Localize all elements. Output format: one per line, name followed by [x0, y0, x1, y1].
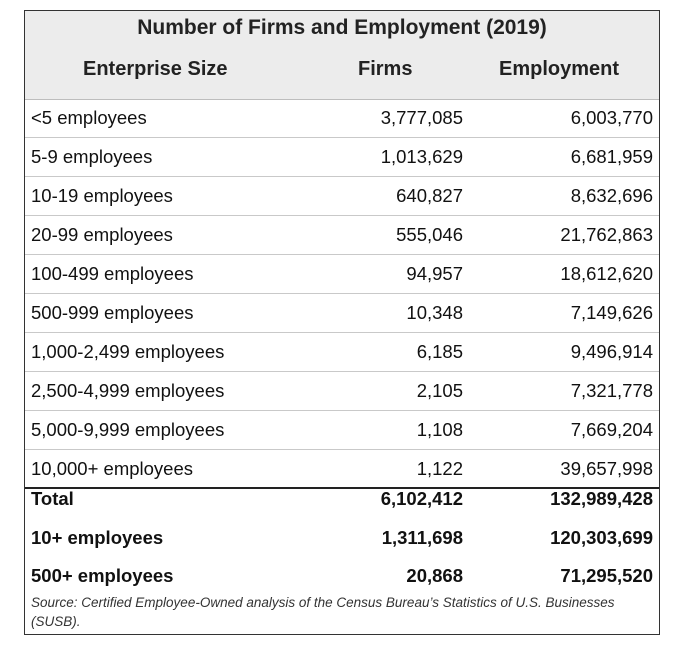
firms-cell: 2,105 — [416, 380, 463, 401]
enterprise-size-cell: 5-9 employees — [31, 146, 153, 167]
enterprise-size-cell: 500-999 employees — [31, 302, 194, 323]
employment-cell: 9,496,914 — [570, 341, 653, 362]
enterprise-size-cell: 20-99 employees — [31, 224, 173, 245]
table-row — [25, 294, 659, 333]
summary-firms: 20,868 — [406, 564, 463, 586]
employment-cell: 6,003,770 — [570, 107, 653, 128]
summary-label: 500+ employees — [31, 564, 174, 586]
source-note: Source: Certified Employee-Owned analysis of the Census Bureau’s Statistics of U.S. Businesses (SUSB). — [31, 595, 615, 629]
employment-cell: 21,762,863 — [560, 224, 653, 245]
employment-cell: 7,321,778 — [570, 380, 653, 401]
summary-employment: 71,295,520 — [560, 564, 653, 586]
employment-cell: 18,612,620 — [560, 263, 653, 284]
column-header-employment: Employment — [499, 58, 620, 80]
column-header-firms: Firms — [358, 58, 413, 80]
summary-employment: 120,303,699 — [550, 526, 653, 548]
firms-cell: 1,013,629 — [380, 146, 463, 167]
table-title: Number of Firms and Employment (2019) — [137, 16, 547, 39]
summary-row-total — [25, 479, 659, 518]
column-header-enterprise-size: Enterprise Size — [83, 58, 228, 80]
table-row — [25, 255, 659, 294]
table-row — [25, 99, 659, 138]
summary-row-500-plus — [25, 556, 659, 595]
summary-employment: 132,989,428 — [550, 487, 653, 509]
employment-cell: 6,681,959 — [570, 146, 653, 167]
firms-employment-table — [24, 10, 660, 635]
firms-cell: 640,827 — [396, 185, 463, 206]
firms-cell: 1,122 — [416, 457, 463, 479]
summary-label: Total — [31, 487, 74, 509]
enterprise-size-cell: 10-19 employees — [31, 185, 173, 206]
firms-cell: 94,957 — [406, 263, 463, 284]
enterprise-size-cell: 10,000+ employees — [31, 457, 193, 479]
summary-label: 10+ employees — [31, 526, 164, 548]
enterprise-size-cell: 5,000-9,999 employees — [31, 419, 225, 440]
table-row — [25, 333, 659, 372]
enterprise-size-cell: 1,000-2,499 employees — [31, 341, 225, 362]
employment-cell: 7,149,626 — [570, 302, 653, 323]
employment-cell: 7,669,204 — [570, 419, 653, 440]
table-row — [25, 216, 659, 255]
summary-row-10-plus — [25, 518, 659, 557]
summary-firms: 6,102,412 — [380, 487, 463, 509]
employment-cell: 39,657,998 — [560, 457, 653, 479]
enterprise-size-cell: <5 employees — [31, 107, 147, 128]
table-row — [25, 177, 659, 216]
table-header — [25, 11, 659, 100]
table-row — [25, 138, 659, 177]
enterprise-size-cell: 100-499 employees — [31, 263, 194, 284]
firms-cell: 3,777,085 — [380, 107, 463, 128]
employment-cell: 8,632,696 — [570, 185, 653, 206]
firms-cell: 1,108 — [416, 419, 463, 440]
summary-firms: 1,311,698 — [381, 526, 463, 548]
firms-cell: 10,348 — [406, 302, 463, 323]
table-row — [25, 411, 659, 450]
enterprise-size-cell: 2,500-4,999 employees — [31, 380, 225, 401]
firms-cell: 6,185 — [416, 341, 463, 362]
table-row — [25, 372, 659, 411]
firms-cell: 555,046 — [396, 224, 463, 245]
